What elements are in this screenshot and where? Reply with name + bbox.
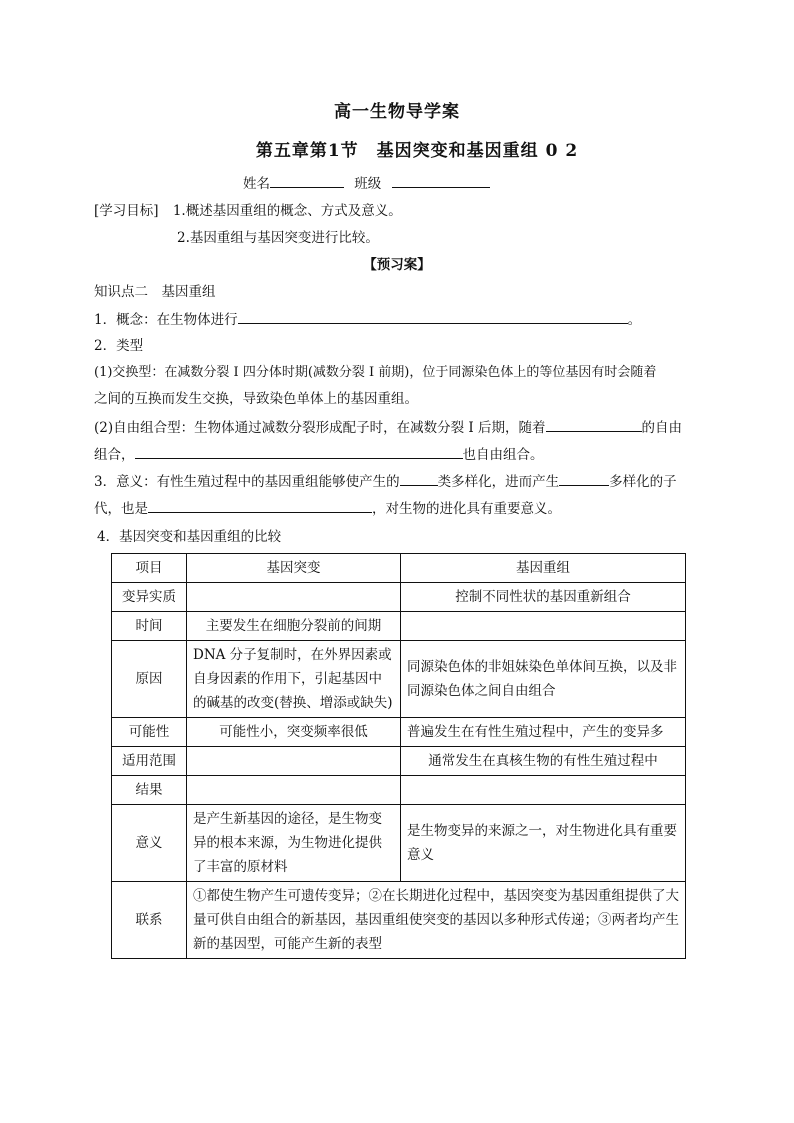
page-title: 高一生物导学案	[334, 102, 460, 122]
row-recombination[interactable]	[401, 776, 686, 805]
class-blank[interactable]	[392, 173, 490, 188]
table-row	[112, 747, 686, 776]
row-recombination: 控制不同性状的基因重新组合	[401, 583, 686, 612]
meaning-line-1	[94, 471, 677, 492]
meaning-b: 类多样化，进而产生	[437, 474, 560, 490]
row-mutation[interactable]	[187, 583, 401, 612]
table-row	[112, 612, 686, 641]
row-item: 适用范围	[112, 747, 187, 776]
name-class-line	[243, 173, 490, 194]
crossover-line-1: (1)交换型：在减数分裂 I 四分体时期(减数分裂 I 前期)，位于同源染色体上的等位基因有时会随着	[94, 365, 657, 380]
concept-blank[interactable]	[238, 309, 628, 324]
name-blank[interactable]	[270, 173, 344, 188]
row-item: 原因	[112, 641, 187, 718]
meaning-blank-1[interactable]	[400, 471, 438, 486]
types-heading: 2．类型	[94, 338, 144, 354]
meaning-line2-b: ，对生物的进化具有重要意义。	[372, 501, 561, 517]
table-row	[112, 776, 686, 805]
concept-prefix: 1．概念：在生物体进行	[94, 312, 238, 328]
table-row	[112, 641, 686, 718]
meaning-line-2	[94, 498, 561, 519]
knowledge-heading: 知识点二 基因重组	[94, 284, 216, 300]
goals-line-1	[94, 201, 402, 221]
goal-item-2: 2.基因重组与基因突变进行比较。	[177, 230, 379, 246]
row-mutation: 是产生新基因的途径，是生物变异的根本来源，为生物进化提供了丰富的原材料	[187, 805, 401, 882]
header-mutation: 基因突变	[187, 554, 401, 583]
row-item: 可能性	[112, 718, 187, 747]
row-item: 意义	[112, 805, 187, 882]
row-recombination: 普遍发生在有性生殖过程中，产生的变异多	[401, 718, 686, 747]
link-text: ①都使生物产生可遗传变异；②在长期进化过程中，基因突变为基因重组提供了大量可供自由组合的新基因，基因重组使突变的基因以多种形式传递；③两者均产生新的基因型，可能产生新的表型	[187, 882, 686, 959]
goals-label: [学习目标]	[94, 203, 159, 219]
chapter-subtitle: 第五章第1节 基因突变和基因重组 0 2	[255, 141, 579, 161]
row-recombination: 通常发生在真核生物的有性生殖过程中	[401, 747, 686, 776]
row-item: 联系	[112, 882, 187, 959]
goal-item-1: 1.概述基因重组的概念、方式及意义。	[172, 203, 402, 219]
meaning-blank-2[interactable]	[559, 471, 609, 486]
meaning-a: 3．意义：有性生殖过程中的基因重组能够使产生的	[94, 474, 400, 490]
row-item: 结果	[112, 776, 187, 805]
concept-suffix: 。	[627, 312, 642, 328]
row-recombination[interactable]	[401, 612, 686, 641]
row-recombination: 是生物变异的来源之一，对生物进化具有重要意义	[401, 805, 686, 882]
meaning-line2-a: 代，也是	[94, 501, 148, 517]
table-row-link	[112, 882, 686, 959]
row-mutation[interactable]	[187, 776, 401, 805]
crossover-line-2: 之间的互换而发生交换，导致染色单体上的基因重组。	[94, 391, 418, 407]
row-mutation: DNA 分子复制时，在外界因素或自身因素的作用下，引起基因中的碱基的改变(替换、增添或缺失)	[187, 641, 401, 718]
free-combination-line-2	[94, 444, 544, 465]
free-line2-suffix: 也自由组合。	[462, 447, 544, 463]
row-recombination: 同源染色体的非姐妹染色单体间互换，以及非同源染色体之间自由组合	[401, 641, 686, 718]
header-recombination: 基因重组	[401, 554, 686, 583]
section-title: 【预习案】	[363, 257, 431, 273]
meaning-blank-3[interactable]	[148, 498, 372, 513]
row-mutation: 主要发生在细胞分裂前的间期	[187, 612, 401, 641]
row-mutation[interactable]	[187, 747, 401, 776]
free-line2-prefix: 组合，	[94, 447, 135, 463]
name-label: 姓名	[243, 176, 270, 192]
free-line1-suffix: 的自由	[641, 420, 683, 436]
concept-line	[94, 309, 641, 330]
meaning-c: 多样化的子	[609, 474, 677, 490]
table-row	[112, 805, 686, 882]
free-blank-2[interactable]	[135, 444, 463, 459]
row-mutation: 可能性小，突变频率很低	[187, 718, 401, 747]
table-row	[112, 718, 686, 747]
comparison-table	[111, 553, 686, 959]
free-blank-1[interactable]	[546, 417, 642, 432]
row-item: 变异实质	[112, 583, 187, 612]
row-item: 时间	[112, 612, 187, 641]
table-header-row	[112, 554, 686, 583]
class-label: 班级	[354, 176, 382, 192]
free-line1-prefix: (2)自由组合型：生物体通过减数分裂形成配子时，在减数分裂 I 后期，随着	[94, 420, 546, 436]
header-item: 项目	[112, 554, 187, 583]
compare-heading: 4．基因突变和基因重组的比较	[97, 529, 282, 545]
free-combination-line-1	[94, 417, 682, 438]
table-row	[112, 583, 686, 612]
